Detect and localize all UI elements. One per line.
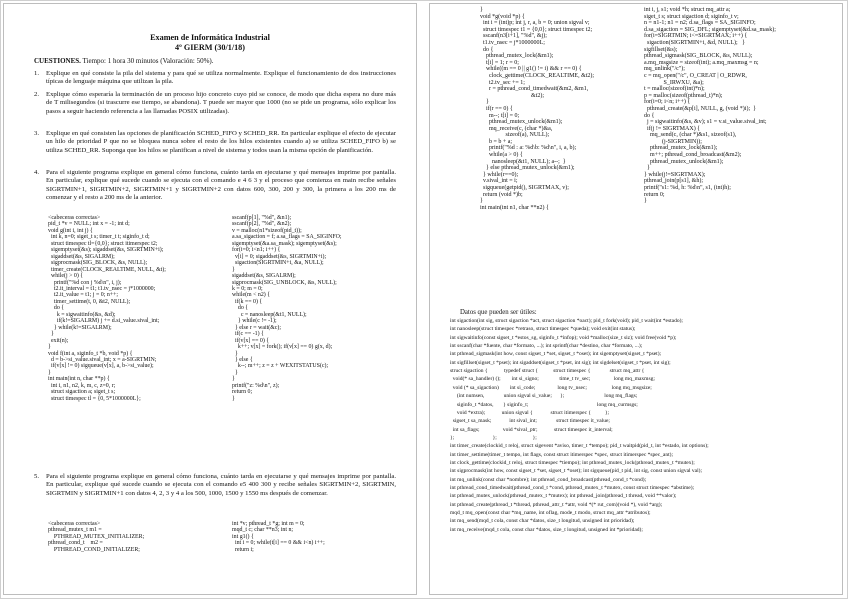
- datos-line: int timer_settime(timer_t tempo, int flags, const struct itimerspec *spec, struct itimerspec *spec_ant);: [450, 451, 673, 458]
- q4-code-left: <cabeceras correctas> pid_t *v = NULL; int x = -1; int d; void g(int i, int j) { int k, n=0; siget_t s; timer_t t; siginfo_t d; struct timespec tl={0,0}; struct itimerspec t2; sigemptyset(&s); sigaddset(&s, SIGRTMIN+i); sigaddset(&s, SIGALRM); sigprocmask(SIG_BLOCK, &s, NULL); timer_create(CLOCK_REALTIME, NULL, &t); while(j > 0) { printf("%d con j %d\n", i, j); t2.it_interval = t1; t1.tv_nsec = j*1000000; t2.it_value = t1; j = 0; n++; timer_settime(t, 0, &t2, NULL); do { k = sigwaitinfo(&s, &d); if(k!=SIGALRM) j += d.si_value.sival_int; } while(k!=SIGALRM); } exit(n); } void f(int a, siginfo_t *b, void *p) { d = b->si_value.sival_int; x = a-SIGRTMIN; if(v[x] != 0) sigqueue(v[x], a, b->si_value); } int main(int n, char **p) { int i, n1, n2, k, m, c, z=0, r; struct sigaction a; siget_t s; struct timespec tl = {0, 5*1000000L};: [48, 215, 166, 402]
- question-number: 5.: [34, 473, 40, 480]
- datos-line: (int numsen, union sigval si_value; }; long mq_flags;: [450, 393, 638, 400]
- datos-line: sigset_t sa_mask; int sival_int; struct timespec it_value;: [450, 418, 610, 425]
- datos-line: int timer_create(clockid_t reloj, struct sigevent *aviso, timer_t *tempo); pid_t waitpid(pid_t, int *estado, int options);: [450, 443, 709, 450]
- datos-line: int sigprocmask(int how, const sigset_t *set, sigset_t *oset); int sigqueue(pid_t pid, int sig, const union sigval val);: [450, 468, 703, 475]
- datos-line: int mq_unlink(const char *nombre); int pthread_cond_broadcast(pthread_cond_t *cond);: [450, 476, 647, 483]
- datos-line: int sa_flags; void *sival_ptr; struct timespec it_interval;: [450, 426, 613, 433]
- question-text: Para el siguiente programa explique en general cómo funciona, cuánto tarda en ejecutarse y qué mensajes imprime por pantalla. En particular, explique qué sucede cuando se ejecuta con el comando e5 400 300 y recibe señales SIGRTMIN+2, SIGRTMIN, SIGRTMIN y SIGRTMIN+1 con datos 4, 2, 3 y 4 a los 500, 1000, 1500 y 1550 ms después de comenzar.: [46, 473, 396, 497]
- datos-line: int sigwaitinfo(const sigset_t *estos_sg, siginfo_t *infop); void *malloc(size_t siz); void free(void *p);: [450, 334, 677, 341]
- question-number: 3.: [34, 130, 40, 137]
- question-5: [34, 473, 396, 498]
- datos-line: int sscanf(char *fuente, char *formato, ...); int sprintf(char *destino, char *formato, ...);: [450, 343, 643, 350]
- question-text: Explique cómo esperaría la terminación de un proceso hijo concreto cuyo pid se conoce, de modo que dicha espera no dure más de T milisegundos (si trascurre ese tiempo, se abandona). T puede ser mayor que 1000 (no se pide un programa, sólo explicar los pasos a seguir haciendo referencia a las llamadas POSIX utilizadas).: [46, 91, 396, 115]
- q4-code-right: sscanf(p[1], "%d", &n1); sscanf(p[2], "%d", &n2); v = malloc(n1*sizeof(pid_t)); a.sa_sigaction = f; a.sa_flags = SA_SIGINFO; sigemptyset(&a.sa_mask); sigemptyset(&s); for(i=0; i<n1; i++) { v[i] = 0; sigaddset(&s, SIGRTMIN+i); sigaction(SIGRTMIN+i, &a, NULL); } sigaddset(&s, SIGALRM); sigprocmask(SIG_UNBLOCK, &s, NULL); k = 0; m = 0; while(m < n2) { if(k == 0) { do { c = nanosleep(&t1, NULL); } while(c != -1); } else r = wait(&c); if(c == -1) { if(v[x] == 0) { k++; v[x] = fork(); if(v[x] == 0) g(x, d); } } else { k--; m++; z = z + WEXITSTATUS(c); } } printf("z: %d\n", z); return 0; }: [232, 215, 342, 402]
- question-text: Explique en qué consisten las opciones de planificación SCHED_FIFO y SCHED_RR. En particular explique el efecto de ejecutar un hilo de prioridad P que no se bloquea nunca sobre el resto de los hilos existentes cuando a) se utiliza SCHED_FIFO b) se utiliza SCHED_RR. Suponga que los hilos se planifican a nivel de sistema y todos usan la misma opción de planificación.: [46, 130, 396, 154]
- datos-line: int pthread_cond_timedwait(pthread_cond_t *cond, pthread_mutex_t *mutex, const struct timespec *abstime);: [450, 485, 695, 491]
- datos-line: int nanosleep(struct timespec *retraso, struct timespec *queda); void exit(int status);: [450, 326, 636, 333]
- datos-line: int pthread_sigmask(int how, const sigset_t *set, sigset_t *oset); int sigemptyset(sigset_t *pset);: [450, 351, 662, 358]
- datos-line: siginfo_t *datos, } siginfo_t; long mq_curmsgs;: [450, 401, 638, 408]
- question-number: 4.: [34, 169, 40, 176]
- datos-line: int clock_gettime(clockid_t reloj, struct timespec *tiempo); int pthread_mutex_lock(pthread_mutex_t *mutex);: [450, 459, 695, 466]
- exam-page-left: [4, 4, 416, 594]
- cuestiones-info: Tiempo: 1 hora 30 minutos (Valoración: 50%).: [82, 57, 214, 65]
- datos-line: void *extra); union sigval { struct itimerspec { };: [450, 409, 609, 416]
- datos-line: int sigaction(int sig, struct sigaction *act, struct sigaction *oact); pid_t fork(void); pid_t wait(int *estado);: [450, 318, 683, 324]
- datos-line: }; }; };: [450, 434, 537, 441]
- thread-code-column: } void *g(void *p) { int i = (int)p; int j, r, a, b = 0; union sigval v; struct timespec t1 = {0,0}; struct timespec t2; sscanf(n3[i+1], "%d", &j); t1.tv_nsec = j*1000000L; do { pthread_mutex_lock(&m1); t[i] = 1; r = 0; while((m == 0 || g1() != i) && r == 0) { clock_gettime(CLOCK_REALTIME, &t2); t2.tv_sec += 1; r = pthread_cond_timedwait(&m2, &m1, &t2); } if(r == 0) { m--; t[i] = 0; pthread_mutex_unlock(&m1); mq_receive(c, (char *)&a, sizeof(a), NULL); b = b + a; printf("%d : a: %d\b: %d\n", i, a, b); while(a > 0) { nanosleep(&t1, NULL); a--; } } else pthread_mutex_unlock(&m1); } while(r==0); v.sival_int = i; sigqueue(getpid(), SIGRTMAX, v); return (void *)b; } int main(int n1, char **n2) {: [480, 7, 595, 211]
- question-text: Para el siguiente programa explique en general cómo funciona, cuánto tarda en ejecutarse y qué mensajes imprime por pantalla. En particular, explique qué sucede cuando se ejecuta con el comando e 4 6 3 y el proceso que comienza en main recibe señales SIGRTMIN+1, SIGRTMIN+2, SIGRTMIN+1 y SIGRTMIN+2 con datos 600, 300, 200 y 300, la primera a los 200 ms de comenzar y el resto a 200 ms de la anterior.: [46, 169, 396, 201]
- question-4: [34, 169, 396, 202]
- question-1: [34, 70, 396, 87]
- cuestiones-label: CUESTIONES.: [34, 57, 81, 65]
- question-text: Explique en qué consiste la pila del sistema y para qué se utiliza normalmente. Explique el funcionamiento de dos instrucciones típicas de lenguaje máquina que utilizan la pila.: [46, 70, 396, 86]
- datos-line: int pthread_mutex_unlock(pthread_mutex_t *mutex); int pthread_join(pthread_t thread, void **valor);: [450, 493, 677, 500]
- datos-line: void (* sa_sigaction) int si_code; long tv_nsec; long mq_msgsize;: [450, 384, 652, 391]
- exam-title: Examen de Informática Industrial: [150, 33, 270, 42]
- main-code-column: int i, j, s1; void *h; struct mq_attr a; siget_t s; struct sigaction d; siginfo_t v; n = n1-1; n1 = n2; d.sa_flags = SA_SIGINFO; d.sa_sigaction = SIG_DFL; sigemptyset(&d.sa_mask); for(i=SIGRTMIN; i<=SIGRTMAX; i++) { sigaction(SIGRTMIN+i, &d, NULL); } sigfillset(&s); pthread_sigmask(SIG_BLOCK, &s, NULL); a.mq_msgsize = sizeof(int); a.mq_maxmsg = n; mq_unlink("/c"); c = mq_open("/c", O_CREAT | O_RDWR, S_IRWXU, &a); t = malloc(sizeof(int)*n); p = malloc(sizeof(pthread_t)*n); for(i=0; i<n; i++) { pthread_create(&p[i], NULL, g, (void *)i); } do { j = sigwaitinfo(&s, &v); s1 = v.si_value.sival_int; if(j != SIGRTMAX) { mq_send(c, (char *)&s1, sizeof(s1), (j-SIGRTMIN)); pthread_mutex_lock(&m1); m++; pthread_cond_broadcast(&m2); pthread_mutex_unlock(&m1); } } while(j!=SIGRTMAX); pthread_join(p[s1], &h); printf("s1: %d, h: %d\n", s1, (int)h); return 0; }: [644, 7, 776, 205]
- datos-line: mqd_t mq_open(const char *mq_name, int oflag, mode_t modo, struct mq_attr *atributos);: [450, 510, 651, 517]
- datos-title: Datos que pueden ser útiles:: [460, 309, 537, 316]
- exam-course-date: 4º GIERM (30/1/18): [174, 43, 246, 52]
- datos-line: int mq_send(mqd_t cola, const char *datos, size_t longitud, unsigned int prioridad);: [450, 518, 635, 525]
- question-3: [34, 130, 396, 155]
- question-number: 2.: [34, 91, 40, 98]
- datos-line: struct sigaction { typedef struct { struct timespec { struct mq_attr {: [450, 368, 645, 375]
- q5-code-left: <cabeceras correctas> pthread_mutex_t m1 = PTHREAD_MUTEX_INITIALIZER; pthread_cond_t m2 = PTHREAD_COND_INITIALIZER;: [48, 521, 145, 553]
- datos-line: int sigfillset(sigset_t *pset); int sigaddset(sigset_t *pset, int sig); int sigdelset(sigset_t *pset, int sig);: [450, 359, 671, 366]
- question-2: [34, 91, 396, 116]
- question-number: 1.: [34, 70, 40, 77]
- datos-line: int mq_receive(mqd_t cola, const char *datos, size_t longitud, unsigned int *prioridad);: [450, 526, 643, 533]
- datos-line: void(* sa_handler) (); int si_signo; time_t tv_sec; long mq_maxmsg;: [450, 376, 655, 383]
- cuestiones-header: [34, 57, 394, 66]
- datos-line: int pthread_create(pthread_t *thread, pthread_attr_t *attr, void *(* rut_com)(void *), void *arg);: [450, 501, 663, 508]
- q5-code-right: int *v; pthread_t *g; int m = 0; mqd_t c; char **n3; int n; int g1() { int i = 0; while(t[i] == 0 && i<n) i++; return i;: [232, 521, 325, 553]
- exam-page-right: [430, 4, 842, 594]
